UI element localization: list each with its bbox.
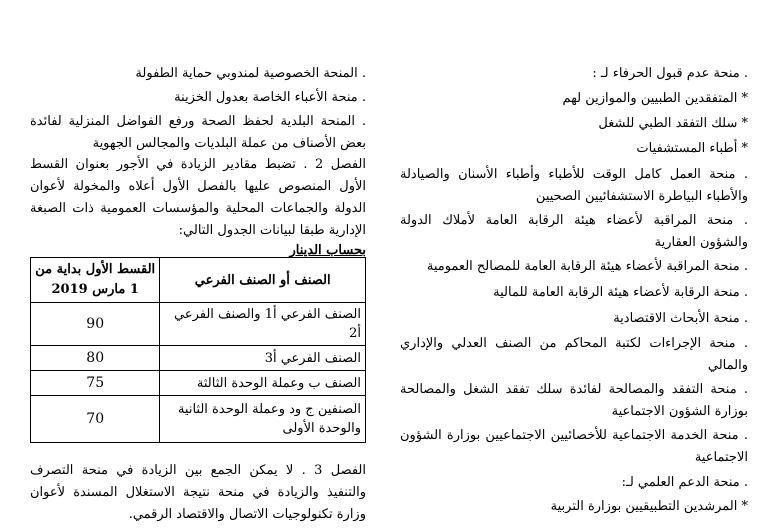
table-row (31, 371, 366, 396)
list-subitem: * سلك التفقد الطبي للشغل (598, 116, 748, 131)
column-header-category: الصنف أو الصنف الفرعي (160, 258, 366, 303)
table-cell-value: 90 (31, 303, 160, 346)
table-cell-value: 70 (31, 396, 160, 443)
list-item: . منحة المراقبة لأعضاء هيئة الرقابة العامة لأملاك الدولة والشؤون العقارية (400, 213, 748, 250)
list-subitem: * المتفقدين الطبيين والموازين لهم (562, 91, 748, 106)
list-item: . منحة العمل كامل الوقت للأطباء وأطباء الأسنان والصيادلة والأطباء البياطرة الاستشفائيين الصحيين (400, 167, 748, 204)
article-3: الفصل 3 . لا يمكن الجمع بين الزيادة في منحة التصرف والتنفيذ والزيادة في منحة نتيجة الاستغلال المسندة لأعوان وزارة تكنولوجيات الاتصال والاقتصاد الرقمي. (30, 463, 366, 522)
table-cell-value: 75 (31, 371, 160, 396)
list-item: . منحة عدم قبول الحرفاء لـ : (592, 66, 748, 81)
list-item: . منحة المراقبة لأعضاء هيئة الرقابة العامة للمصالح العمومية (426, 259, 748, 274)
list-subitem: * أطباء المستشفيات (636, 141, 748, 156)
list-item: . منحة الأعباء الخاصة بعدول الخزينة (174, 90, 366, 105)
list-item: . المنحة البلدية لحفظ الصحة ورفع الفواضل المنزلية لفائدة بعض الأصناف من عملة البلديات والمجالس الجهوية (30, 114, 366, 151)
table-row (31, 346, 366, 371)
table-cell-category: الصنف ب وعملة الوحدة الثالثة (160, 371, 366, 396)
table-caption: بحساب الدينار (289, 243, 366, 258)
table-cell-value: 80 (31, 346, 160, 371)
article-2: الفصل 2 . تضبط مقادير الزيادة في الأجور بعنوان القسط الأول المنصوص عليها بالفصل الأول أعلاه والمخولة لأعوان الدولة والجماعات المحلية والمؤسسات العمومية ذات الصبغة الإدارية طبقا لبيانات الجدول التالي: (30, 157, 366, 238)
list-item: . منحة الخدمة الاجتماعية للأخصائيين الاجتماعيين بوزارة الشؤون الاجتماعية (400, 428, 748, 465)
table-cell-category: الصنف الفرعي أ1 والصنف الفرعي أ2 (160, 303, 366, 346)
list-item: . منحة التفقد والمصالحة لفائدة سلك تفقد الشغل والمصالحة بوزارة الشؤون الاجتماعية (400, 382, 748, 419)
list-item: . منحة الإجراءات لكتبة المحاكم من الصنف العدلي والإداري والمالي (400, 336, 748, 373)
list-item: . منحة الأبحاث الاقتصادية (613, 311, 748, 326)
column-header-value: القسط الأول بداية من 1 مارس 2019 (31, 258, 160, 303)
list-item: . منحة الدعم العلمي لـ: (621, 475, 748, 490)
table-cell-category: الصنفين ج ود وعملة الوحدة الثانية والوحدة الأولى (160, 396, 366, 443)
table-cell-category: الصنف الفرعي أ3 (160, 346, 366, 371)
table-row (31, 303, 366, 346)
list-item: . المنحة الخصوصية لمندوبي حماية الطفولة (135, 66, 366, 81)
increase-table (30, 257, 366, 443)
table-row (31, 396, 366, 443)
list-subitem: * المرشدين التطبيقيين بوزارة التربية (550, 499, 748, 514)
list-item: . منحة الرقابة لأعضاء هيئة الرقابة العامة للمالية (493, 285, 748, 300)
